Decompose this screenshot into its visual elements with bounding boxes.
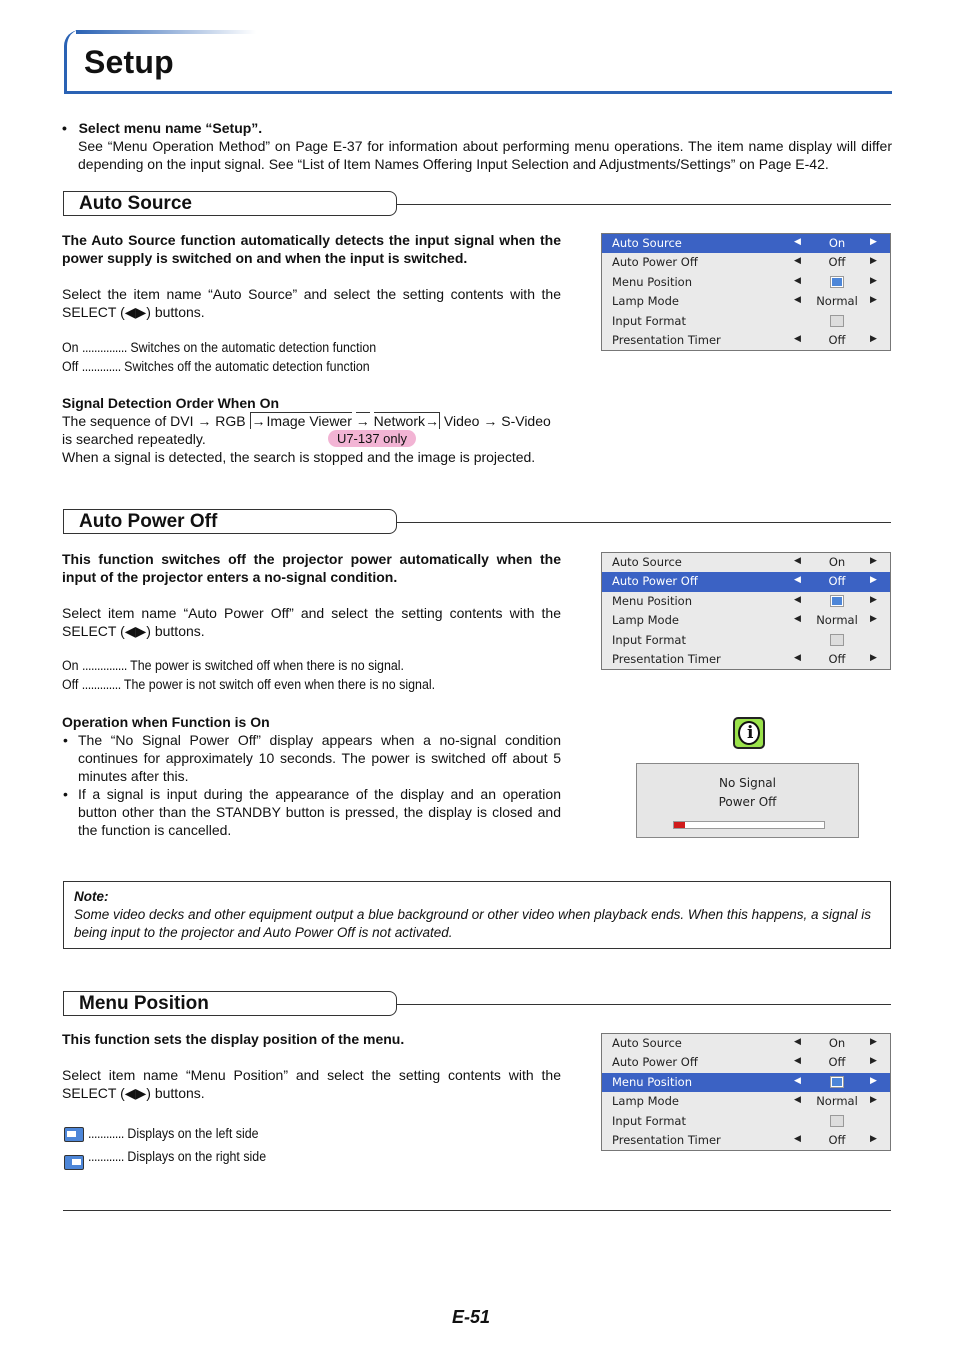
menu-row <box>602 1073 890 1092</box>
signal-order-heading: Signal Detection Order When On <box>62 395 280 411</box>
menu-row <box>602 1034 890 1053</box>
arrow-left-icon: ◀ <box>794 1037 801 1047</box>
menu-item-name: Auto Source <box>612 236 682 250</box>
menu-row <box>602 253 890 272</box>
menu-row <box>602 1092 890 1111</box>
menu-item-name: Auto Power Off <box>612 255 698 270</box>
enter-icon <box>830 634 844 646</box>
menu-item-name: Auto Source <box>612 555 682 569</box>
menu-item-value: Off <box>828 332 846 347</box>
intro-text: See “Menu Operation Method” on Page E-37 for information about performing menu operations. The item name display will differ depending on the input signal. See “List of Item Names Offering Input Selection and Adjustments/Settings” on Page E-42. <box>78 138 892 172</box>
enter-icon <box>830 315 844 327</box>
menu-row <box>602 273 890 292</box>
arrow-left-icon: ◀ <box>794 295 801 306</box>
no-signal-line1: No Signal <box>719 776 776 790</box>
signal-order-line2: is searched repeatedly. <box>62 431 206 447</box>
menu-item-name: Input Format <box>612 313 686 328</box>
section-rule <box>397 522 891 523</box>
menu-row <box>602 1112 890 1131</box>
arrow-right-icon: ▶ <box>870 556 877 566</box>
intro-bullet: • Select menu name “Setup”. <box>62 120 263 136</box>
menu-left-icon <box>64 1127 84 1142</box>
menu-row <box>602 572 890 591</box>
menu-item-value <box>812 275 862 290</box>
arrow-right-icon: ▶ <box>870 275 877 286</box>
arrow-right-icon: ▶ <box>870 614 877 625</box>
arrow-right-icon: ▶ <box>870 652 877 663</box>
arrow-right-icon: ▶ <box>870 333 877 344</box>
auto-power-off-options <box>62 656 435 694</box>
info-icon: i <box>733 717 765 749</box>
option-off: Off ............. The power is not switch off even when there is no signal. <box>62 677 436 692</box>
arrow-left-icon: ◀ <box>794 237 801 247</box>
menu-item-value: Normal <box>816 1094 858 1109</box>
title-accent <box>76 30 256 34</box>
menu-item-name: Lamp Mode <box>612 294 679 309</box>
footer-rule <box>63 1210 891 1211</box>
menu-item-name: Presentation Timer <box>612 651 721 666</box>
list-item: • The “No Signal Power Off” display appears when a no-signal condition continues for approximately 10 seconds. The power is switched off about 5 minutes after this. <box>62 731 561 785</box>
arrow-right-icon: ▶ <box>870 575 877 586</box>
section-rule <box>397 204 891 205</box>
menu-item-value: Normal <box>816 294 858 309</box>
menu-item-value: Off <box>828 574 846 589</box>
menu-item-name: Presentation Timer <box>612 1132 721 1147</box>
menu-panel-auto-power-off <box>601 552 891 670</box>
arrow-right-icon: ▶ <box>870 594 877 605</box>
note-label: Note: <box>74 889 109 904</box>
arrow-right-icon: ▶ <box>870 256 877 267</box>
arrow-left-icon: ◀ <box>794 275 801 286</box>
menu-position-lead: This function sets the display position of the menu. <box>62 1031 405 1047</box>
menu-item-value: On <box>828 555 846 569</box>
menu-item-value <box>812 633 862 648</box>
menu-row <box>602 650 890 669</box>
arrow-left-icon: ◀ <box>794 652 801 663</box>
menu-item-name: Input Format <box>612 632 686 647</box>
menu-item-name: Menu Position <box>612 593 693 608</box>
menu-item-value: Normal <box>816 613 858 628</box>
menu-row <box>602 292 890 311</box>
section-rule <box>397 1004 891 1005</box>
menu-item-value: Off <box>828 651 846 666</box>
menu-item-value: Off <box>828 255 846 270</box>
menu-item-name: Auto Power Off <box>612 1055 698 1070</box>
menu-row <box>602 234 890 253</box>
signal-order-line1: The sequence of DVI → RGB →Image Viewer → Network→ Video → S-Video <box>62 413 551 429</box>
signal-order-line3: When a signal is detected, the search is stopped and the image is projected. <box>62 449 536 465</box>
arrow-left-icon: ◀ <box>794 614 801 625</box>
option-on: On ............... The power is switched off when there is no signal. <box>62 658 404 673</box>
menu-item-name: Menu Position <box>612 274 693 289</box>
page-title: Setup <box>84 44 174 80</box>
no-signal-dialog <box>636 763 859 838</box>
menu-position-icon <box>830 276 844 288</box>
model-tag: U7-137 only <box>328 430 416 447</box>
arrow-left-icon: ◀ <box>794 594 801 605</box>
menu-position-select: Select item name “Menu Position” and select the setting contents with the SELECT (◀▶) buttons. <box>62 1067 561 1101</box>
arrow-left-icon: ◀ <box>794 1095 801 1106</box>
option-right: ............ Displays on the right side <box>88 1149 267 1164</box>
menu-item-value: Off <box>828 1132 846 1147</box>
arrow-left-icon: ◀ <box>794 1133 801 1144</box>
menu-row <box>602 611 890 630</box>
page-number: E-51 <box>452 1307 491 1327</box>
menu-panel-menu-position <box>601 1033 891 1151</box>
note-box <box>63 881 891 949</box>
no-signal-progress <box>673 821 825 829</box>
menu-item-value <box>812 594 862 609</box>
menu-row <box>602 1131 890 1150</box>
arrow-right-icon: ▶ <box>870 1075 877 1086</box>
auto-source-options <box>62 338 376 376</box>
menu-row <box>602 1053 890 1072</box>
arrow-left-icon: ◀ <box>794 333 801 344</box>
menu-right-icon <box>64 1155 84 1170</box>
menu-item-name: Presentation Timer <box>612 332 721 347</box>
section-heading-auto-power-off: Auto Power Off <box>63 509 397 534</box>
menu-panel-auto-source <box>601 233 891 351</box>
operation-bullets <box>62 731 561 839</box>
option-left: ............ Displays on the left side <box>88 1126 259 1141</box>
arrow-right-icon: ▶ <box>870 1095 877 1106</box>
menu-position-icon <box>830 1076 844 1088</box>
auto-source-lead: The Auto Source function automatically detects the input signal when the power supply is switched on and when the input is switched. <box>62 232 561 266</box>
title-frame <box>64 30 892 94</box>
arrow-right-icon: ▶ <box>870 295 877 306</box>
menu-item-value <box>812 1075 862 1090</box>
no-signal-progress-fill <box>674 822 685 828</box>
intro <box>62 119 892 173</box>
arrow-right-icon: ▶ <box>870 1056 877 1067</box>
option-off: Off ............. Switches off the automatic detection function <box>62 359 370 374</box>
menu-item-name: Input Format <box>612 1113 686 1128</box>
arrow-left-icon: ◀ <box>794 1075 801 1086</box>
menu-item-name: Auto Source <box>612 1036 682 1050</box>
arrow-right-icon: ▶ <box>870 1037 877 1047</box>
section-heading-auto-source: Auto Source <box>63 191 397 216</box>
menu-item-value <box>812 1114 862 1129</box>
list-item: • If a signal is input during the appearance of the display and an operation button other than the STANDBY button is pressed, the display is closed and the function is cancelled. <box>62 785 561 839</box>
enter-icon <box>830 1115 844 1127</box>
menu-item-name: Menu Position <box>612 1074 693 1089</box>
menu-item-name: Lamp Mode <box>612 613 679 628</box>
menu-item-value: On <box>828 1036 846 1050</box>
arrow-right-icon: ▶ <box>870 1133 877 1144</box>
menu-row <box>602 592 890 611</box>
arrow-left-icon: ◀ <box>794 556 801 566</box>
menu-item-value: Off <box>828 1055 846 1070</box>
menu-item-name: Auto Power Off <box>612 574 698 589</box>
arrow-left-icon: ◀ <box>794 256 801 267</box>
menu-position-icon <box>830 595 844 607</box>
menu-row <box>602 553 890 572</box>
auto-source-select: Select the item name “Auto Source” and select the setting contents with the SELECT (◀▶) buttons. <box>62 286 561 320</box>
auto-power-off-lead: This function switches off the projector power automatically when the input of the projector enters a no-signal condition. <box>62 551 561 585</box>
no-signal-line2: Power Off <box>718 795 777 809</box>
arrow-right-icon: ▶ <box>870 237 877 247</box>
auto-power-off-select: Select item name “Auto Power Off” and select the setting contents with the SELECT (◀▶) buttons. <box>62 605 561 639</box>
menu-item-value: On <box>828 236 846 250</box>
arrow-left-icon: ◀ <box>794 575 801 586</box>
menu-row <box>602 331 890 350</box>
menu-row <box>602 631 890 650</box>
section-heading-menu-position: Menu Position <box>63 991 397 1016</box>
arrow-left-icon: ◀ <box>794 1056 801 1067</box>
operation-heading: Operation when Function is On <box>62 714 270 730</box>
note-text: Some video decks and other equipment output a blue background or other video when playback ends. When this happens, a signal is being input to the projector and Auto Power Off is not activated. <box>74 907 872 940</box>
option-on: On ............... Switches on the automatic detection function <box>62 340 377 355</box>
menu-item-value <box>812 314 862 329</box>
menu-row <box>602 312 890 331</box>
menu-item-name: Lamp Mode <box>612 1094 679 1109</box>
